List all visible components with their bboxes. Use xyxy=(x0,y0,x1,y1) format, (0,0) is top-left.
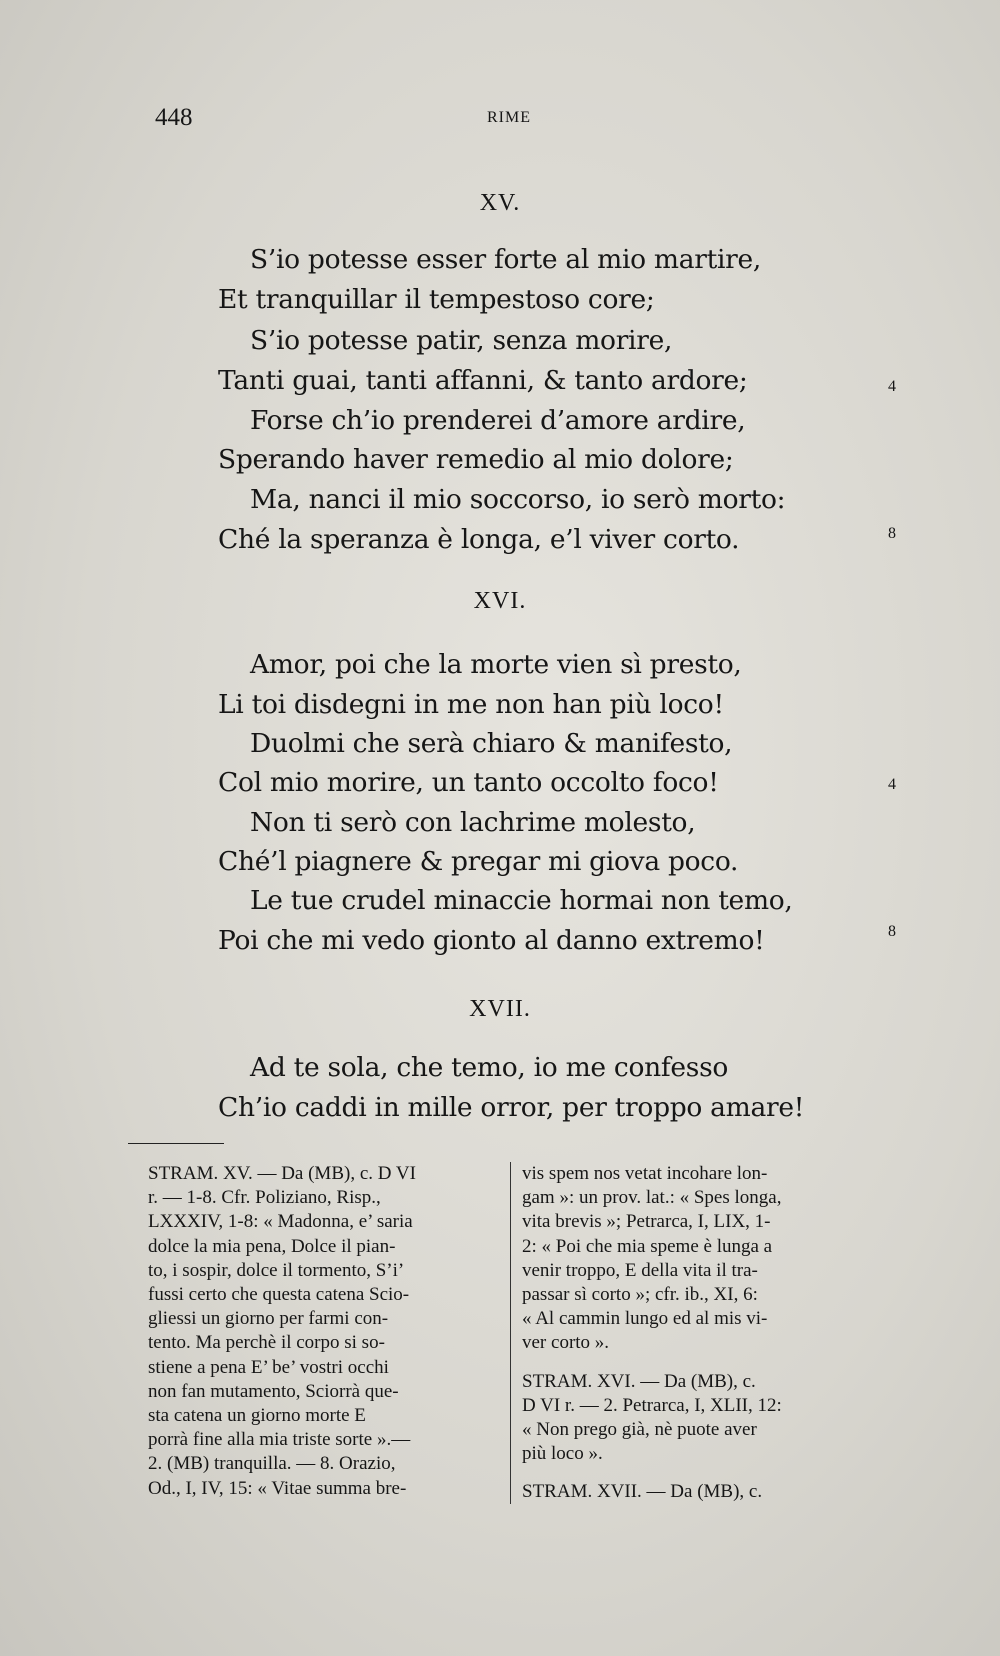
verse-line: Et tranquillar il tempestoso core; xyxy=(218,284,655,315)
footnote-line: 2: « Poi che mia speme è lunga a xyxy=(522,1235,773,1257)
verse-line: Ché la speranza è longa, e’l viver corto. xyxy=(218,524,740,555)
footnote-line: « Non prego già, nè puote aver xyxy=(522,1419,757,1441)
footnote-line: più loco ». xyxy=(522,1443,603,1465)
running-head: RIME xyxy=(487,109,531,126)
footnote-line: D VI r. — 2. Petrarca, I, XLII, 12: xyxy=(522,1394,782,1416)
verse-line: Li toi disdegni in me non han più loco! xyxy=(218,689,724,720)
page-header xyxy=(0,104,1000,134)
column-divider xyxy=(510,1162,511,1504)
verse-line: Ad te sola, che temo, io me confesso xyxy=(250,1052,729,1083)
verse-line: Col mio morire, un tanto occolto foco! xyxy=(218,767,719,798)
footnote-line: r. — 1-8. Cfr. Poliziano, Risp., xyxy=(148,1187,381,1209)
poem-title-xvi: XVI. xyxy=(473,588,527,614)
verse-line: Ché’l piagnere & pregar mi giova poco. xyxy=(218,846,739,877)
footnote-line: Od., I, IV, 15: « Vitae summa bre- xyxy=(148,1477,407,1499)
footnote-line: STRAM. XVII. — Da (MB), c. xyxy=(522,1481,763,1503)
footnote-column-left xyxy=(148,1162,498,1501)
footnote-line: gam »: un prov. lat.: « Spes longa, xyxy=(522,1187,782,1209)
footnote-line: STRAM. XV. — Da (MB), c. D VI xyxy=(148,1163,416,1184)
footnote-line: dolce la mia pena, Dolce il pian- xyxy=(148,1235,396,1257)
poem-title-xvii: XVII. xyxy=(469,996,531,1022)
verse-line: Ma, nanci il mio soccorso, io serò morto: xyxy=(250,484,786,515)
footnote-line: tento. Ma perchè il corpo si so- xyxy=(148,1332,385,1354)
line-number: 4 xyxy=(888,378,896,395)
verse-line: S’io potesse esser forte al mio martire, xyxy=(250,244,762,275)
verse-line: Le tue crudel minaccie hormai non temo, xyxy=(250,885,793,916)
verse-line: Poi che mi vedo gionto al danno extremo! xyxy=(218,925,765,956)
footnote-line: passar sì corto »; cfr. ib., XI, 6: xyxy=(522,1284,758,1306)
footnote-line: sta catena un giorno morte E xyxy=(148,1405,366,1427)
footnote-line: vis spem nos vetat incohare lon- xyxy=(522,1163,768,1184)
footnote-paragraph xyxy=(522,1480,900,1504)
footnote-line: porrà fine alla mia triste sorte ».— xyxy=(148,1429,411,1451)
footnote-column-right xyxy=(522,1162,900,1505)
footnote-line: « Al cammin lungo ed al mis vi- xyxy=(522,1308,768,1330)
verse-line: Amor, poi che la morte vien sì presto, xyxy=(250,649,742,680)
footnote-line: fussi certo che questa catena Scio- xyxy=(148,1284,410,1306)
poem-title-xv: XV. xyxy=(479,190,521,216)
line-number: 4 xyxy=(888,776,896,793)
line-number: 8 xyxy=(888,923,896,940)
page-number: 448 xyxy=(155,104,193,131)
footnote-line: vita brevis »; Petrarca, I, LIX, 1- xyxy=(522,1211,771,1233)
footnote-line: venir troppo, E della vita il tra- xyxy=(522,1259,758,1281)
footnote-paragraph xyxy=(522,1370,900,1467)
footnote-line: ver corto ». xyxy=(522,1332,610,1354)
verse-line: Forse ch’io prenderei d’amore ardire, xyxy=(250,405,746,436)
footnote-line: 2. (MB) tranquilla. — 8. Orazio, xyxy=(148,1453,396,1475)
line-number: 8 xyxy=(888,525,896,542)
footnote-rule xyxy=(128,1143,224,1144)
footnote-line: STRAM. XVI. — Da (MB), c. xyxy=(522,1370,756,1392)
verse-line: Ch’io caddi in mille orror, per troppo amare! xyxy=(218,1092,805,1123)
verse-line: Tanti guai, tanti affanni, & tanto ardore; xyxy=(218,365,748,396)
verse-line: Duolmi che serà chiaro & manifesto, xyxy=(250,728,733,759)
footnote-line: stiene a pena E’ be’ vostri occhi xyxy=(148,1356,389,1378)
footnote-line: to, i sospir, dolce il tormento, S’i’ xyxy=(148,1259,405,1281)
verse-line: S’io potesse patir, senza morire, xyxy=(250,325,673,356)
footnote-line: non fan mutamento, Sciorrà que- xyxy=(148,1380,399,1402)
footnote-line: gliessi un giorno per farmi con- xyxy=(148,1308,389,1330)
verse-line: Non ti serò con lachrime molesto, xyxy=(250,807,696,838)
verse-line: Sperando haver remedio al mio dolore; xyxy=(218,444,734,475)
footnote-line: LXXXIV, 1-8: « Madonna, e’ saria xyxy=(148,1211,413,1233)
